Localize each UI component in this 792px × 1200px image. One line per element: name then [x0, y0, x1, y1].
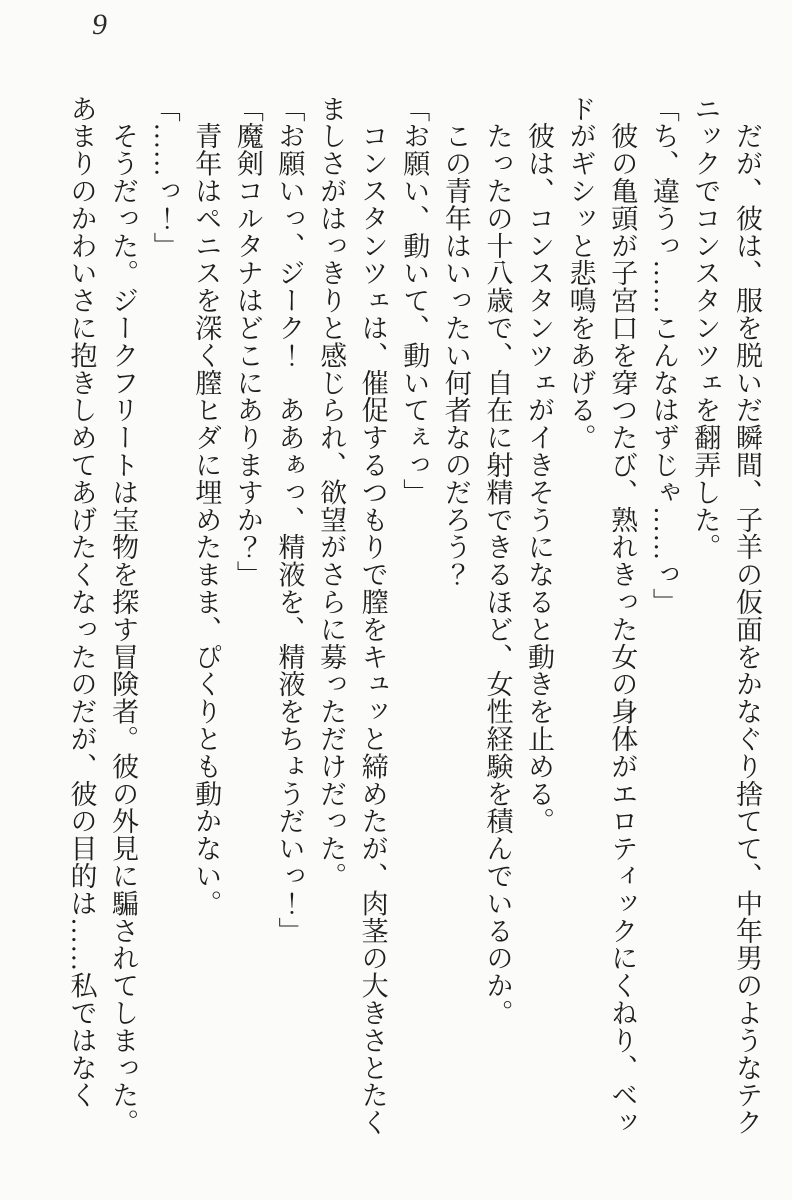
text-line: コンスタンツェは、催促するつもりで膣をキュッと締めたが、肉茎の大きさとたく — [357, 95, 388, 1137]
text-line: 「お願い、動いて、動いてぇっ」 — [399, 95, 430, 506]
text-line: この青年はいったい何者なのだろう？ — [440, 95, 471, 589]
text-line: 彼は、コンスタンツェがイきそうになると動きを止める。 — [524, 95, 555, 835]
text-line: 「お願いっ、ジーク！ ああぁっ、精液を、精液をちょうだいっ！」 — [274, 95, 305, 945]
text-line: ましさがはっきりと感じられ、欲望がさらに募っただけだった。 — [316, 95, 347, 890]
text-line: だが、彼は、服を脱いだ瞬間、子羊の仮面をかなぐり捨てて、中年男のようなテク — [732, 95, 762, 1137]
text-line: 青年はペニスを深く膣ヒダに埋めたまま、ぴくりとも動かない。 — [191, 95, 222, 917]
text-line: 「ち、違うっ……こんなはずじゃ……っ」 — [648, 95, 679, 616]
page-number: 9 — [92, 8, 107, 41]
text-line: たったの十八歳で、自在に射精できるほど、女性経験を積んでいるのか。 — [482, 95, 513, 1027]
text-line: ドがギシッと悲鳴をあげる。 — [565, 95, 596, 452]
page-text — [60, 95, 767, 1135]
text-line: ニックでコンスタンツェを翻弄した。 — [690, 95, 721, 561]
text-line: そうだった。ジークフリートは宝物を探す冒険者。彼の外見に騙されてしまった。 — [108, 95, 139, 1137]
text-line: 彼の亀頭が子宮口を穿つたび、熟れきった女の身体がエロティックにくねり、ベッ — [607, 95, 638, 1137]
text-line: 「……っ！」 — [149, 95, 180, 260]
text-line: 「魔剣コルタナはどこにありますか？」 — [232, 95, 263, 589]
text-line: あまりのかわいさに抱きしめてあげたくなったのだが、彼の目的は……私ではなく — [66, 95, 97, 1109]
